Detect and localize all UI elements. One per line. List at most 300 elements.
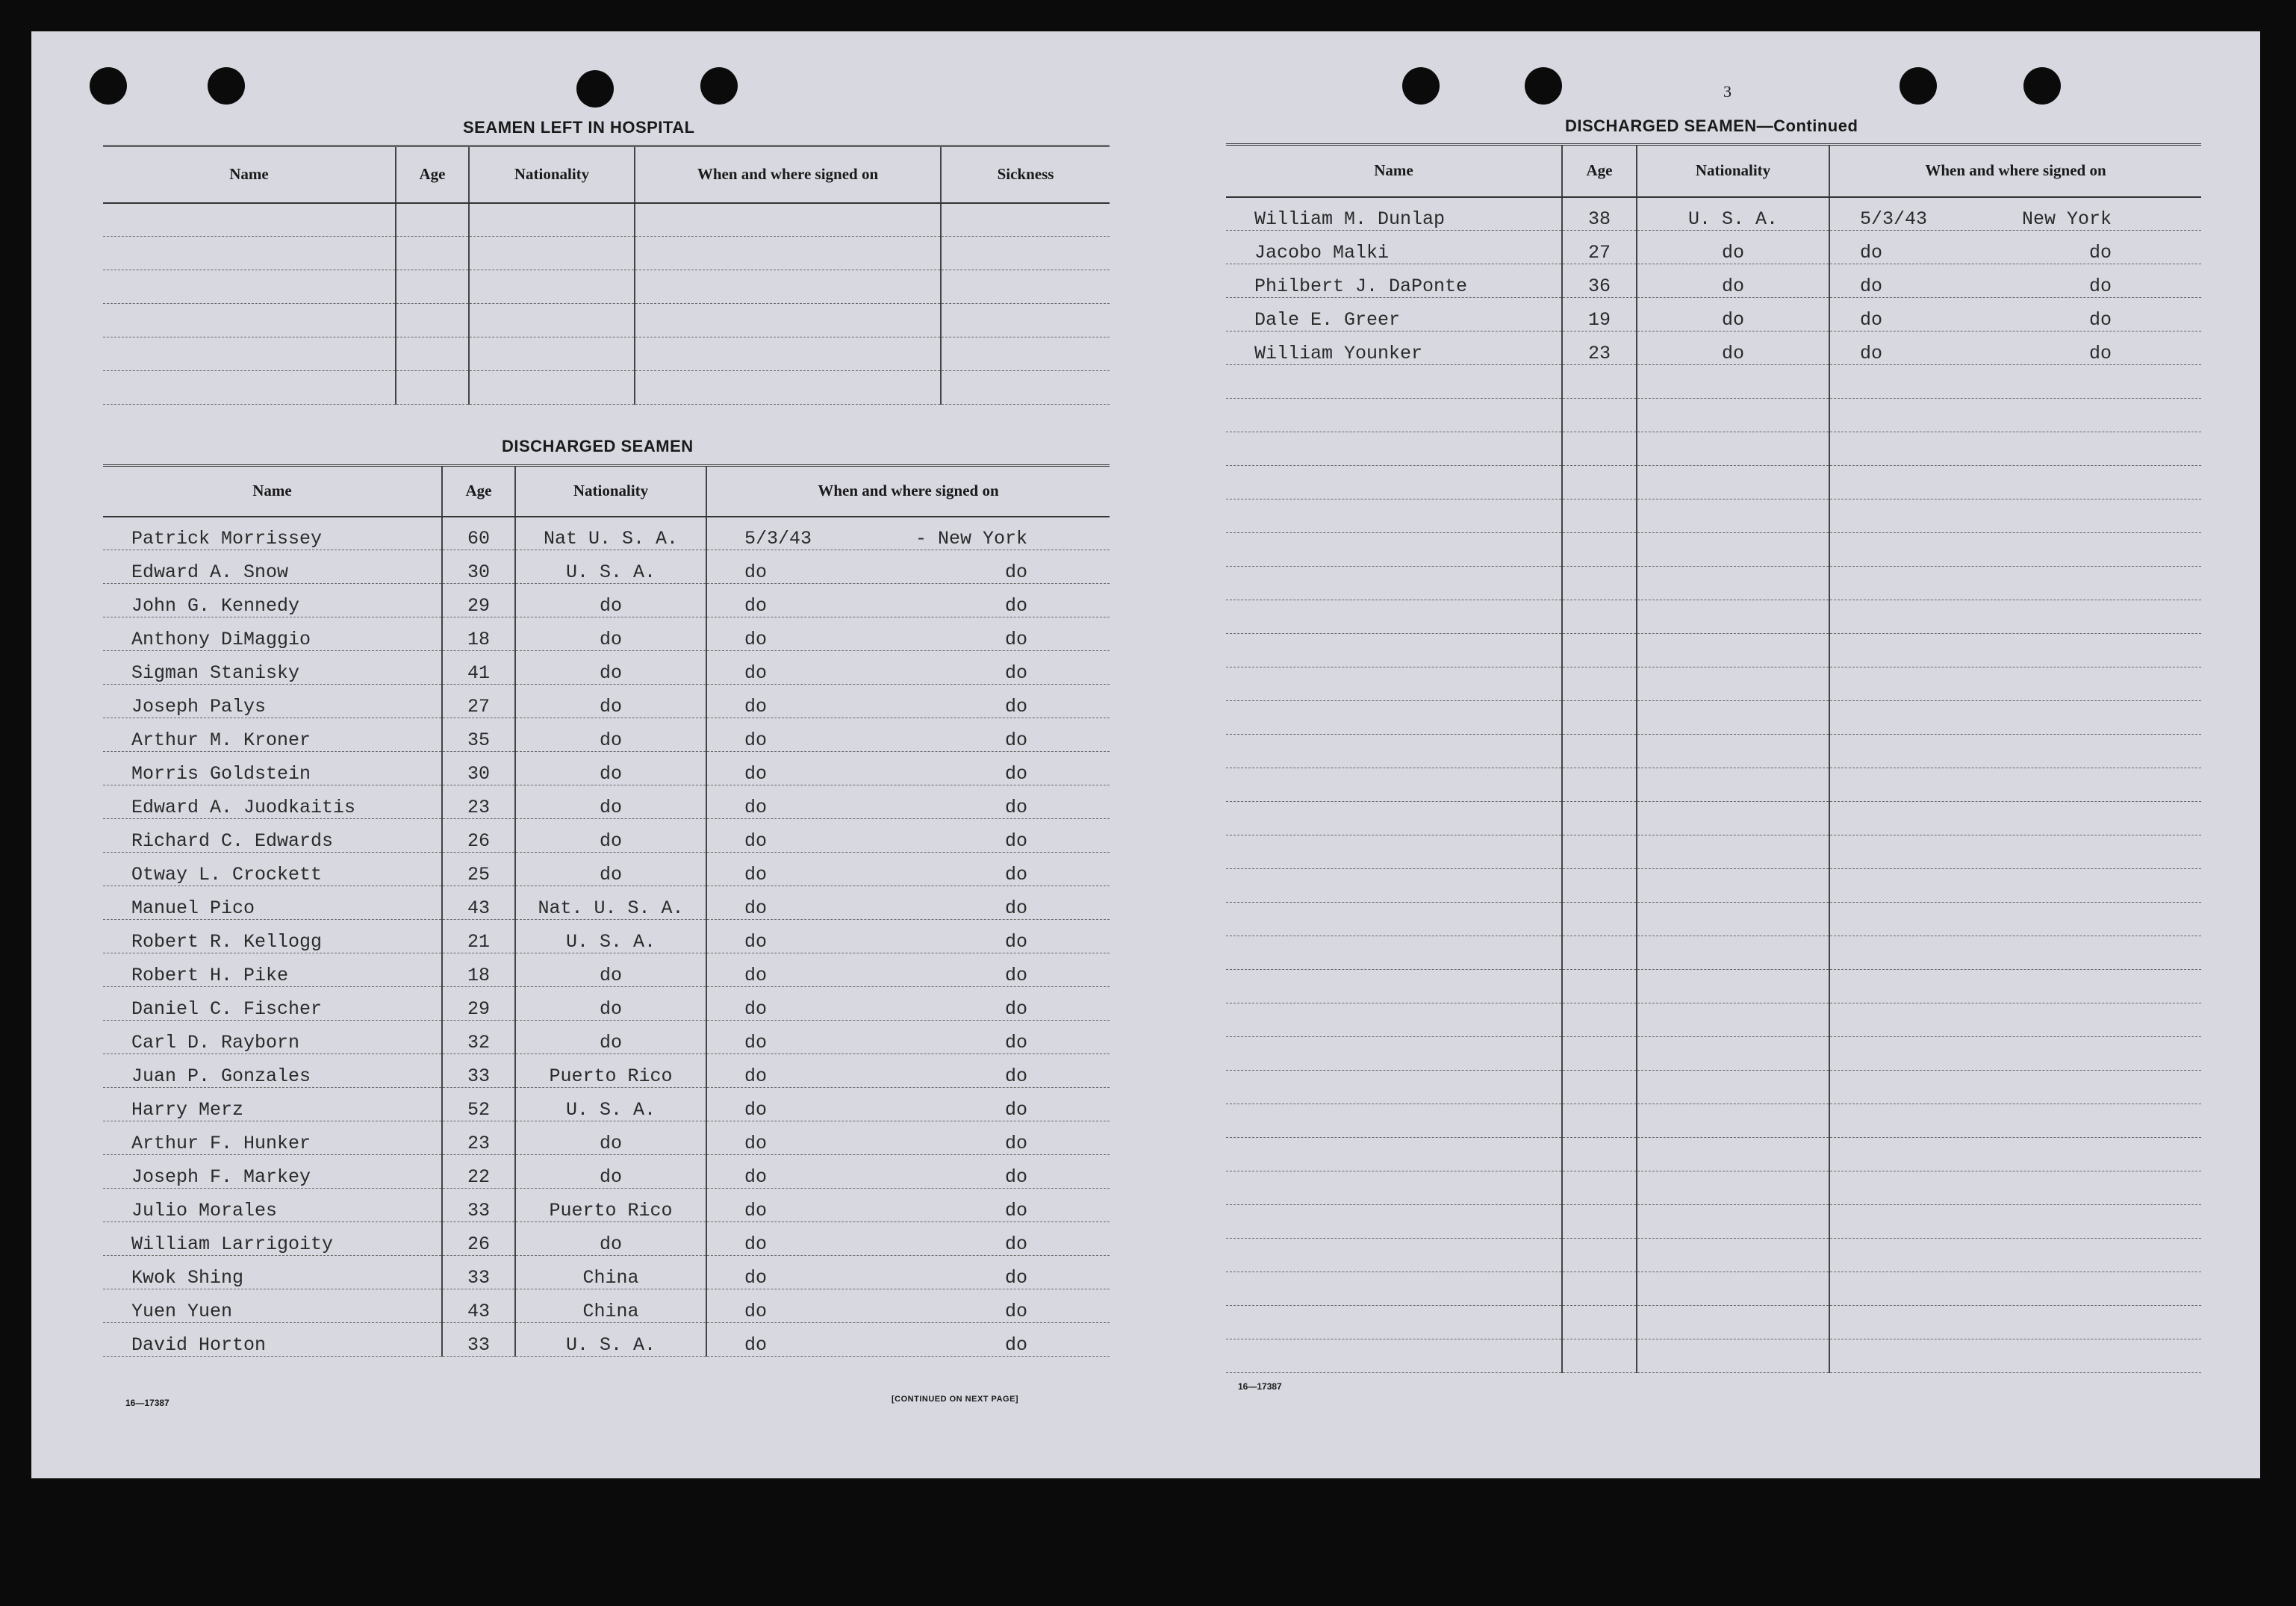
table-row: [103, 550, 1110, 584]
seaman-name: [1226, 936, 1562, 970]
seaman-signed-on: [706, 584, 1110, 617]
seaman-nationality: U. S. A.: [515, 1088, 706, 1121]
seaman-signed-on: [1829, 1138, 2201, 1171]
continued-table: [1226, 143, 2201, 1373]
table-row: [1226, 735, 2201, 768]
seaman-signed-on: [1829, 264, 2201, 298]
seaman-name: [1226, 768, 1562, 802]
seaman-signed-on: [1829, 399, 2201, 432]
seaman-nationality: [1637, 835, 1829, 869]
seaman-nationality: [1637, 970, 1829, 1003]
seaman-signed-on: [1829, 970, 2201, 1003]
table-row: [103, 1155, 1110, 1189]
seaman-signed-on: [1829, 231, 2201, 264]
document-page: [31, 31, 2260, 1478]
seaman-signed-on: [706, 1155, 1110, 1189]
seaman-name: Joseph Palys: [103, 685, 442, 718]
table-row: [1226, 1037, 2201, 1071]
table-row: [103, 987, 1110, 1021]
seaman-signed-on: [706, 651, 1110, 685]
seaman-name: [1226, 1138, 1562, 1171]
seaman-age: [1562, 1306, 1637, 1339]
seaman-nationality: do: [515, 651, 706, 685]
seaman-age: [1562, 1239, 1637, 1272]
seaman-name: Dale E. Greer: [1226, 298, 1562, 332]
continued-section-title: DISCHARGED SEAMEN—Continued: [1565, 116, 1858, 135]
seaman-nationality: [1637, 466, 1829, 499]
punch-hole: [576, 70, 614, 108]
discharged-rows: [103, 517, 1110, 1357]
seaman-signed-on: [1829, 466, 2201, 499]
seaman-nationality: [1637, 399, 1829, 432]
seaman-name: Philbert J. DaPonte: [1226, 264, 1562, 298]
table-row: [103, 953, 1110, 987]
signed-on-date: do: [744, 1267, 768, 1289]
seaman-age: 33: [442, 1323, 515, 1357]
seaman-name: [1226, 1339, 1562, 1373]
seaman-age: [1562, 936, 1637, 970]
seaman-age: 30: [442, 550, 515, 584]
table-row: [1226, 399, 2201, 432]
seaman-age: 27: [1562, 231, 1637, 264]
seaman-name: Sigman Stanisky: [103, 651, 442, 685]
punch-hole: [208, 67, 245, 105]
table-row: [103, 304, 1110, 337]
seaman-nationality: do: [515, 718, 706, 752]
signed-on-place: do: [1004, 561, 1027, 583]
signed-on-date: do: [744, 1032, 768, 1053]
seaman-name: [1226, 634, 1562, 667]
table-row: [103, 819, 1110, 853]
seaman-name: [1226, 835, 1562, 869]
seaman-age: [1562, 768, 1637, 802]
seaman-name: [1226, 1205, 1562, 1239]
seaman-name: Kwok Shing: [103, 1256, 442, 1289]
seaman-age: [1562, 600, 1637, 634]
seaman-age: 26: [442, 1222, 515, 1256]
seaman-age: [1562, 466, 1637, 499]
seaman-signed-on: [706, 685, 1110, 718]
seaman-nationality: [1637, 600, 1829, 634]
signed-on-date: do: [744, 662, 768, 684]
seaman-signed-on: [1829, 1239, 2201, 1272]
signed-on-date: do: [744, 897, 768, 919]
table-row: [103, 337, 1110, 371]
seaman-name: [1226, 1037, 1562, 1071]
seaman-nationality: Puerto Rico: [515, 1054, 706, 1088]
table-row: [1226, 231, 2201, 264]
seaman-signed-on: [706, 752, 1110, 785]
seaman-signed-on: [706, 1121, 1110, 1155]
seaman-nationality: [1637, 903, 1829, 936]
seaman-signed-on: [1829, 634, 2201, 667]
table-row: [1226, 903, 2201, 936]
seaman-signed-on: [706, 617, 1110, 651]
seaman-name: Manuel Pico: [103, 886, 442, 920]
table-row: [103, 1054, 1110, 1088]
seaman-signed-on: [1829, 600, 2201, 634]
table-row: [1226, 332, 2201, 365]
col-header-name: Name: [103, 146, 396, 203]
seaman-signed-on: [706, 1323, 1110, 1357]
seaman-name: Robert R. Kellogg: [103, 920, 442, 953]
seaman-name: Patrick Morrissey: [103, 517, 442, 550]
col-header-nationality: Nationality: [1637, 145, 1829, 197]
signed-on-place: do: [2088, 242, 2112, 264]
seaman-age: 23: [1562, 332, 1637, 365]
table-row: [1226, 667, 2201, 701]
seaman-nationality: [1637, 1037, 1829, 1071]
signed-on-date: do: [744, 729, 768, 751]
table-row: [103, 1121, 1110, 1155]
seaman-age: 33: [442, 1054, 515, 1088]
seaman-name: David Horton: [103, 1323, 442, 1357]
punch-hole: [2023, 67, 2061, 105]
table-row: [103, 237, 1110, 270]
table-row: [1226, 1272, 2201, 1306]
table-row: [1226, 197, 2201, 231]
seaman-age: 52: [442, 1088, 515, 1121]
table-row: [103, 1256, 1110, 1289]
seaman-name: Carl D. Rayborn: [103, 1021, 442, 1054]
seaman-signed-on: [1829, 735, 2201, 768]
table-row: [103, 785, 1110, 819]
punch-hole: [700, 67, 738, 105]
seaman-name: [1226, 1003, 1562, 1037]
seaman-name: [1226, 701, 1562, 735]
signed-on-place: do: [1004, 1267, 1027, 1289]
seaman-nationality: [1637, 1003, 1829, 1037]
seaman-age: 21: [442, 920, 515, 953]
col-header-age: Age: [396, 146, 469, 203]
seaman-nationality: [1637, 634, 1829, 667]
seaman-age: 43: [442, 886, 515, 920]
signed-on-place: do: [1004, 1032, 1027, 1053]
seaman-nationality: [1637, 365, 1829, 399]
signed-on-place: do: [1004, 1133, 1027, 1154]
seaman-age: 29: [442, 987, 515, 1021]
seaman-age: 27: [442, 685, 515, 718]
seaman-name: Jacobo Malki: [1226, 231, 1562, 264]
signed-on-place: do: [1004, 965, 1027, 986]
signed-on-place: do: [1004, 830, 1027, 852]
form-number: 16—17387: [125, 1398, 169, 1408]
seaman-nationality: do: [1637, 231, 1829, 264]
seaman-nationality: do: [1637, 264, 1829, 298]
seaman-age: 30: [442, 752, 515, 785]
seaman-nationality: do: [515, 953, 706, 987]
seaman-signed-on: [1829, 499, 2201, 533]
seaman-name: Joseph F. Markey: [103, 1155, 442, 1189]
seaman-nationality: [1637, 936, 1829, 970]
seaman-name: [1226, 802, 1562, 835]
seaman-age: 23: [442, 785, 515, 819]
table-row: [1226, 1239, 2201, 1272]
seaman-nationality: Puerto Rico: [515, 1189, 706, 1222]
signed-on-place: do: [1004, 1301, 1027, 1322]
table-row: [103, 1021, 1110, 1054]
table-row: [1226, 499, 2201, 533]
seaman-signed-on: [1829, 936, 2201, 970]
table-row: [1226, 533, 2201, 567]
signed-on-place: do: [1004, 1233, 1027, 1255]
seaman-name: [1226, 567, 1562, 600]
seaman-name: William Larrigoity: [103, 1222, 442, 1256]
hospital-table: [103, 145, 1110, 405]
seaman-signed-on: [706, 886, 1110, 920]
seaman-age: [1562, 667, 1637, 701]
table-row: [1226, 1003, 2201, 1037]
seaman-age: 18: [442, 617, 515, 651]
seaman-signed-on: [1829, 1272, 2201, 1306]
signed-on-place: New York: [2021, 208, 2112, 230]
seaman-name: Edward A. Snow: [103, 550, 442, 584]
seaman-age: [1562, 701, 1637, 735]
seaman-signed-on: [1829, 835, 2201, 869]
seaman-age: [1562, 634, 1637, 667]
signed-on-date: do: [744, 629, 768, 650]
seaman-name: Juan P. Gonzales: [103, 1054, 442, 1088]
seaman-signed-on: [706, 550, 1110, 584]
seaman-nationality: [1637, 735, 1829, 768]
table-row: [1226, 936, 2201, 970]
seaman-name: John G. Kennedy: [103, 584, 442, 617]
seaman-signed-on: [1829, 1306, 2201, 1339]
discharged-section-title: DISCHARGED SEAMEN: [502, 437, 694, 455]
seaman-signed-on: [1829, 332, 2201, 365]
seaman-nationality: Nat U. S. A.: [515, 517, 706, 550]
seaman-age: 19: [1562, 298, 1637, 332]
seaman-signed-on: [1829, 533, 2201, 567]
table-row: [103, 920, 1110, 953]
seaman-name: William M. Dunlap: [1226, 197, 1562, 231]
seaman-nationality: do: [515, 617, 706, 651]
table-row: [1226, 466, 2201, 499]
seaman-name: Julio Morales: [103, 1189, 442, 1222]
signed-on-date: do: [744, 1166, 768, 1188]
signed-on-place: do: [1004, 1099, 1027, 1121]
signed-on-date: do: [744, 998, 768, 1020]
seaman-age: [1562, 1003, 1637, 1037]
table-row: [1226, 634, 2201, 667]
seaman-name: [1226, 1272, 1562, 1306]
seaman-name: [1226, 1239, 1562, 1272]
signed-on-place: do: [1004, 1065, 1027, 1087]
punch-hole: [90, 67, 127, 105]
seaman-age: 26: [442, 819, 515, 853]
seaman-nationality: [1637, 802, 1829, 835]
seaman-nationality: do: [515, 1021, 706, 1054]
seaman-signed-on: [1829, 298, 2201, 332]
table-row: [103, 517, 1110, 550]
table-row: [103, 752, 1110, 785]
seaman-signed-on: [706, 1021, 1110, 1054]
signed-on-date: do: [744, 696, 768, 718]
col-header-nationality: Nationality: [469, 146, 635, 203]
seaman-name: [1226, 735, 1562, 768]
seaman-signed-on: [1829, 869, 2201, 903]
seaman-age: [1562, 835, 1637, 869]
seaman-nationality: do: [515, 1222, 706, 1256]
seaman-nationality: [1637, 1205, 1829, 1239]
seaman-age: [1562, 802, 1637, 835]
seaman-name: Arthur F. Hunker: [103, 1121, 442, 1155]
seaman-age: [1562, 1104, 1637, 1138]
seaman-signed-on: [1829, 197, 2201, 231]
seaman-age: 32: [442, 1021, 515, 1054]
table-row: [103, 617, 1110, 651]
form-number: 16—17387: [1238, 1381, 1282, 1392]
table-row: [103, 651, 1110, 685]
signed-on-date: do: [744, 561, 768, 583]
table-row: [1226, 264, 2201, 298]
signed-on-place: do: [1004, 729, 1027, 751]
seaman-signed-on: [706, 953, 1110, 987]
table-row: [103, 1289, 1110, 1323]
seaman-signed-on: [1829, 432, 2201, 466]
seaman-age: 22: [442, 1155, 515, 1189]
table-row: [103, 1189, 1110, 1222]
signed-on-place: do: [2088, 309, 2112, 331]
seaman-nationality: [1637, 432, 1829, 466]
seaman-nationality: do: [515, 1155, 706, 1189]
signed-on-date: do: [744, 830, 768, 852]
punch-hole: [1402, 67, 1440, 105]
signed-on-place: do: [1004, 998, 1027, 1020]
signed-on-date: do: [744, 763, 768, 785]
seaman-age: [1562, 1138, 1637, 1171]
punch-hole: [1900, 67, 1937, 105]
hospital-section-title: SEAMEN LEFT IN HOSPITAL: [463, 118, 695, 137]
seaman-nationality: [1637, 667, 1829, 701]
seaman-nationality: [1637, 1171, 1829, 1205]
seaman-age: [1562, 432, 1637, 466]
seaman-name: Otway L. Crockett: [103, 853, 442, 886]
seaman-age: 38: [1562, 197, 1637, 231]
seaman-age: 43: [442, 1289, 515, 1323]
seaman-signed-on: [706, 718, 1110, 752]
seaman-signed-on: [1829, 1171, 2201, 1205]
seaman-signed-on: [706, 1054, 1110, 1088]
signed-on-place: do: [1004, 797, 1027, 818]
seaman-name: [1226, 1071, 1562, 1104]
seaman-age: 41: [442, 651, 515, 685]
signed-on-date: do: [744, 965, 768, 986]
seaman-age: [1562, 1272, 1637, 1306]
table-row: [1226, 1306, 2201, 1339]
seaman-age: [1562, 1205, 1637, 1239]
table-row: [1226, 1205, 2201, 1239]
seaman-nationality: do: [515, 752, 706, 785]
seaman-nationality: U. S. A.: [515, 920, 706, 953]
seaman-signed-on: [706, 853, 1110, 886]
table-row: [1226, 1339, 2201, 1373]
seaman-nationality: [1637, 1104, 1829, 1138]
seaman-age: [1562, 1339, 1637, 1373]
seaman-signed-on: [1829, 701, 2201, 735]
signed-on-place: do: [1004, 1334, 1027, 1356]
seaman-name: [1226, 499, 1562, 533]
signed-on-place: do: [1004, 1200, 1027, 1221]
col-header-name: Name: [103, 466, 442, 517]
seaman-signed-on: [1829, 1037, 2201, 1071]
seaman-name: [1226, 1104, 1562, 1138]
seaman-nationality: [1637, 1272, 1829, 1306]
table-row: [1226, 1138, 2201, 1171]
signed-on-date: do: [744, 797, 768, 818]
table-row: [1226, 298, 2201, 332]
col-header-signed-on: When and where signed on: [706, 466, 1110, 517]
table-row: [103, 584, 1110, 617]
seaman-age: [1562, 399, 1637, 432]
seaman-signed-on: [706, 920, 1110, 953]
signed-on-date: do: [1860, 309, 1883, 331]
seaman-name: [1226, 466, 1562, 499]
seaman-nationality: China: [515, 1256, 706, 1289]
seaman-signed-on: [1829, 1104, 2201, 1138]
signed-on-place: do: [1004, 763, 1027, 785]
table-row: [103, 853, 1110, 886]
seaman-signed-on: [706, 785, 1110, 819]
table-row: [1226, 1171, 2201, 1205]
col-header-sickness: Sickness: [941, 146, 1110, 203]
seaman-signed-on: [706, 1222, 1110, 1256]
seaman-name: [1226, 600, 1562, 634]
signed-on-date: 5/3/43: [744, 528, 812, 550]
signed-on-date: do: [744, 1200, 768, 1221]
seaman-nationality: [1637, 1339, 1829, 1373]
table-row: [1226, 432, 2201, 466]
table-row: [103, 1088, 1110, 1121]
table-row: [103, 1222, 1110, 1256]
signed-on-place: do: [1004, 595, 1027, 617]
col-header-age: Age: [442, 466, 515, 517]
table-row: [1226, 365, 2201, 399]
seaman-name: [1226, 365, 1562, 399]
seaman-name: Harry Merz: [103, 1088, 442, 1121]
seaman-nationality: do: [515, 785, 706, 819]
table-row: [1226, 701, 2201, 735]
signed-on-date: do: [744, 1133, 768, 1154]
seaman-age: 18: [442, 953, 515, 987]
signed-on-date: do: [744, 1233, 768, 1255]
discharged-table: [103, 464, 1110, 1357]
signed-on-place: - New York: [915, 528, 1027, 550]
table-row: [103, 270, 1110, 304]
col-header-nationality: Nationality: [515, 466, 706, 517]
table-row: [1226, 1104, 2201, 1138]
seaman-age: 35: [442, 718, 515, 752]
signed-on-date: do: [744, 1099, 768, 1121]
table-row: [1226, 802, 2201, 835]
seaman-age: [1562, 499, 1637, 533]
seaman-nationality: [1637, 701, 1829, 735]
seaman-signed-on: [706, 1189, 1110, 1222]
seaman-nationality: do: [515, 819, 706, 853]
seaman-signed-on: [1829, 365, 2201, 399]
signed-on-date: do: [744, 931, 768, 953]
seaman-signed-on: [706, 1289, 1110, 1323]
signed-on-place: do: [1004, 629, 1027, 650]
punch-hole: [1525, 67, 1562, 105]
table-row: [103, 718, 1110, 752]
signed-on-place: do: [1004, 662, 1027, 684]
signed-on-place: do: [1004, 696, 1027, 718]
table-row: [1226, 970, 2201, 1003]
signed-on-place: do: [1004, 864, 1027, 886]
seaman-name: [1226, 869, 1562, 903]
seaman-nationality: do: [515, 685, 706, 718]
